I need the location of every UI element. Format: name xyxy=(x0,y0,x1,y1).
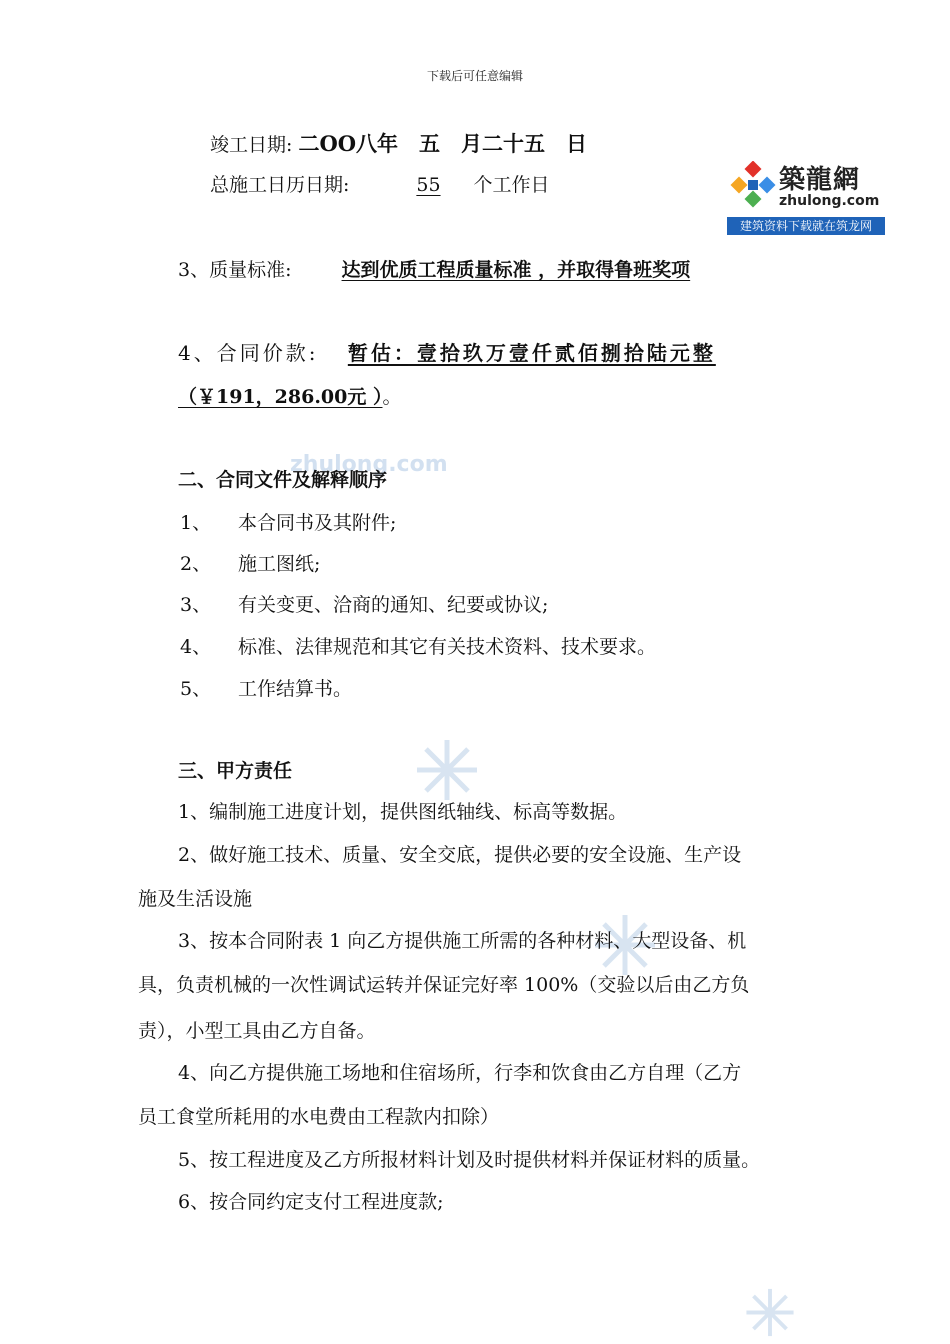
paragraph-line: 员工食堂所耗用的水电费由工程款内扣除） xyxy=(138,1106,500,1128)
list-item-num: 2、 xyxy=(180,553,212,575)
list-item xyxy=(180,632,656,659)
paragraph-line: 5、按工程进度及乙方所报材料计划及时提供材料并保证材料的质量。 xyxy=(178,1149,761,1171)
completion-date-row xyxy=(210,128,587,158)
quality-value: 达到优质工程质量标准 ，并取得鲁班奖项 xyxy=(341,259,691,281)
paragraph-line: 1、编制施工进度计划，提供图纸轴线、标高等数据。 xyxy=(178,801,628,823)
list-item xyxy=(180,549,320,576)
paragraph-line: 3、按本合同附表 1 向乙方提供施工所需的各种材料、大型设备、机 xyxy=(178,930,747,952)
completion-date-label: 竣工日期: xyxy=(210,134,293,156)
watermark-text: zhulong.com xyxy=(290,452,448,477)
duration-days: 55 xyxy=(416,174,441,196)
price-amount: （￥191，286.00元 ） xyxy=(178,386,383,408)
snowflake-watermark-icon xyxy=(412,735,482,805)
list-item-text: 施工图纸; xyxy=(238,553,321,575)
list-item-text: 标准、法律规范和其它有关技术资料、技术要求。 xyxy=(238,636,657,658)
list-item-num: 5、 xyxy=(180,678,212,700)
page-header-note: 下载后可任意编辑 xyxy=(426,69,523,83)
section3-title: 三、甲方责任 xyxy=(178,760,293,782)
price-value: 暂估：壹拾玖万壹仟贰佰捌拾陆元整 xyxy=(347,341,716,365)
paragraph-line: 2、做好施工技术、质量、安全交底，提供必要的安全设施、生产设 xyxy=(178,844,742,866)
list-item-num: 4、 xyxy=(180,636,212,658)
price-amount-row xyxy=(178,382,402,409)
list-item-text: 有关变更、洽商的通知、纪要或协议; xyxy=(238,594,549,616)
quality-row xyxy=(178,255,690,282)
list-item-num: 3、 xyxy=(180,594,212,616)
duration-row xyxy=(210,170,550,197)
snowflake-watermark-icon xyxy=(740,1285,800,1340)
paragraph-line: 6、按合同约定支付工程进度款; xyxy=(178,1191,444,1213)
list-item xyxy=(180,590,548,617)
logo-slogan: 建筑资料下载就在筑龙网 xyxy=(727,217,885,235)
paragraph-line: 具，负责机械的一次性调试运转并保证完好率 100%（交验以后由乙方负 xyxy=(138,974,750,996)
list-item-num: 1、 xyxy=(180,512,212,534)
paragraph-line: 施及生活设施 xyxy=(138,888,253,910)
duration-unit: 个工作日 xyxy=(473,174,550,196)
section2-title: 二、合同文件及解释顺序 xyxy=(178,469,388,491)
list-item xyxy=(180,508,396,535)
paragraph-line: 4、向乙方提供施工场地和住宿场所，行李和饮食由乙方自理（乙方 xyxy=(178,1062,742,1084)
logo-mark-icon xyxy=(729,161,777,209)
list-item xyxy=(180,674,352,701)
quality-label: 3、质量标准: xyxy=(178,259,292,281)
logo-en-text: zhulong.com xyxy=(779,193,880,209)
completion-date-value: 二OO八年 五 月二十五 日 xyxy=(298,131,588,156)
price-label: 4、合同价款: xyxy=(178,341,319,365)
list-item-text: 工作结算书。 xyxy=(238,678,353,700)
price-end: 。 xyxy=(382,386,402,408)
zhulong-logo xyxy=(727,155,885,235)
paragraph-line: 责），小型工具由乙方自备。 xyxy=(138,1020,376,1042)
list-item-text: 本合同书及其附件; xyxy=(238,512,397,534)
price-row xyxy=(178,337,716,366)
duration-label: 总施工日历日期: xyxy=(210,174,350,196)
logo-cn-text: 築龍網 xyxy=(779,165,861,195)
